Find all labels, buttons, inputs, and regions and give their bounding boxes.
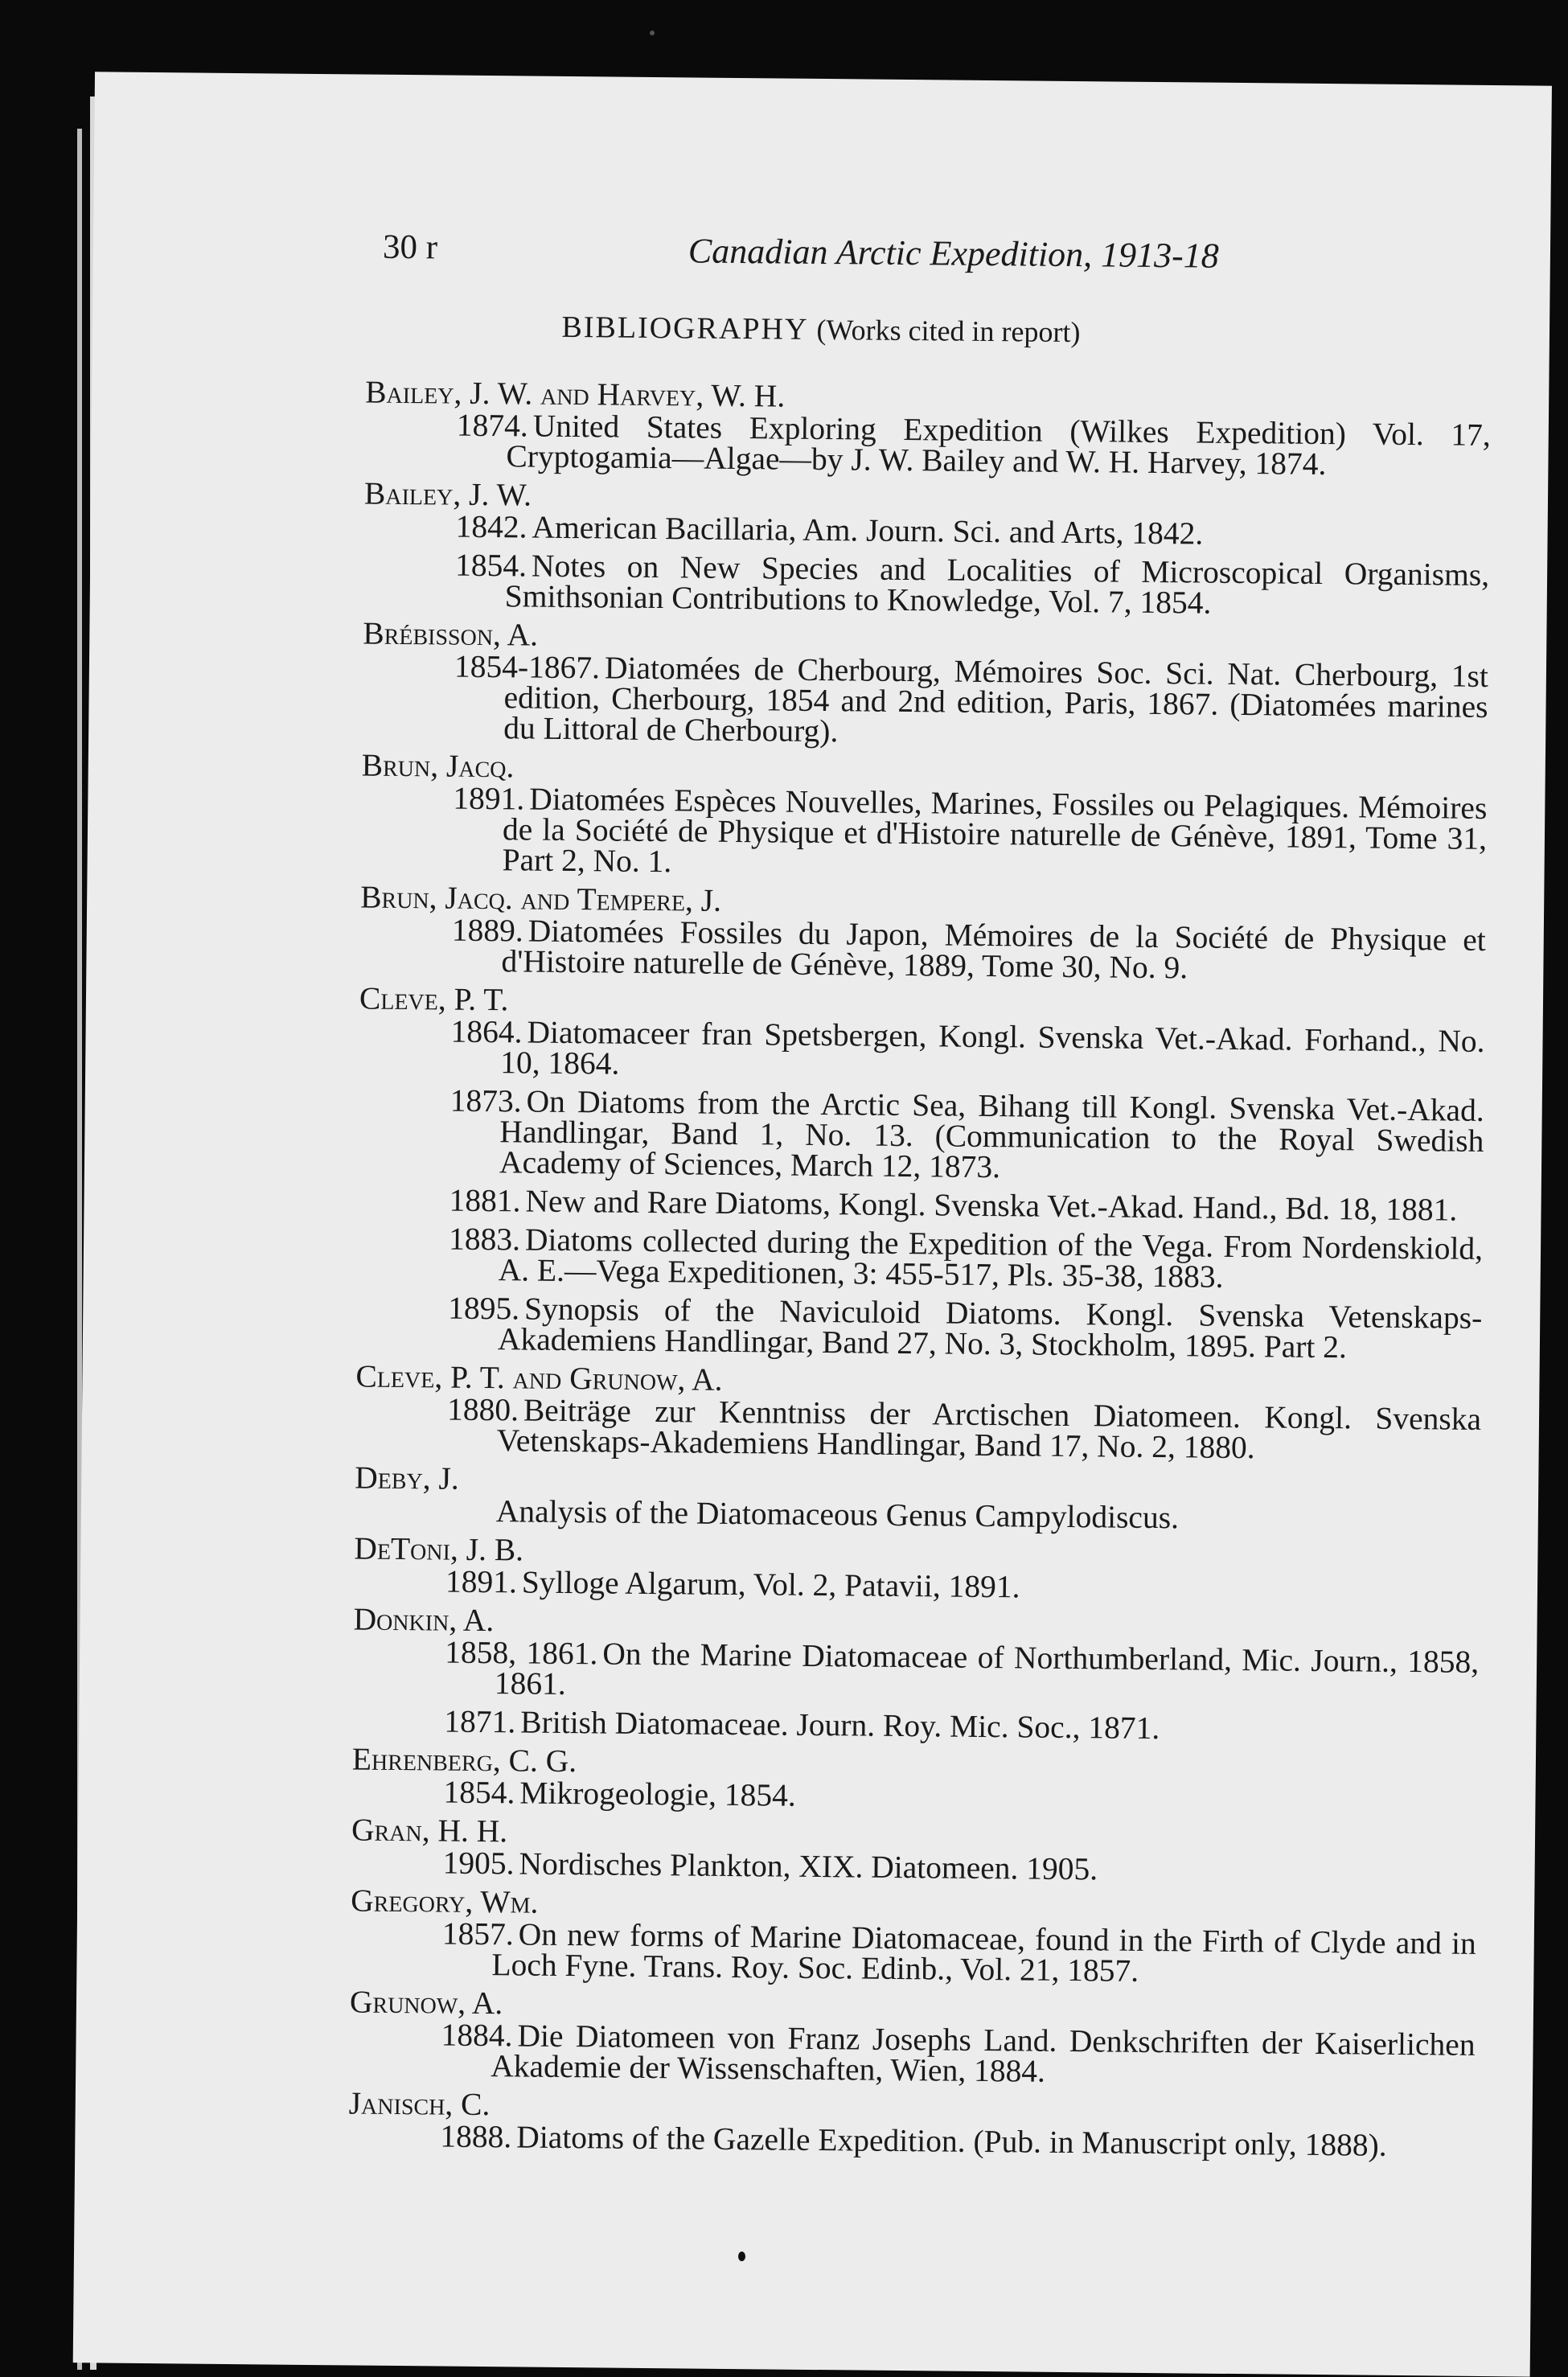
bib-entry-text: Nordisches Plankton, XIX. Diatomeen. 1905. xyxy=(519,1845,1098,1887)
bib-entry xyxy=(352,1705,1478,1746)
bib-entry xyxy=(359,914,1486,986)
bib-author: Brun, Jacq. and Tempere, J. xyxy=(359,879,722,918)
bib-entry xyxy=(358,1082,1484,1187)
page-header xyxy=(383,228,1406,285)
bib-entry-text: American Bacillaria, Am. Journ. Sci. and Arts, 1842. xyxy=(532,509,1204,552)
bib-entry xyxy=(349,2018,1476,2090)
bib-entry-text: Diatoms collected during the Expedition of the Vega. From Nordenskiold, A. E.—Vega Expeditionen, 3: 455-517, Pls. 35-38, 1883. xyxy=(498,1221,1484,1295)
bib-author: Grunow, A. xyxy=(349,1984,503,2022)
bib-entry-year: 1905. xyxy=(442,1845,515,1882)
bib-entry-year: 1858, 1861. xyxy=(444,1634,598,1672)
section-subtitle: (Works cited in report) xyxy=(816,313,1081,349)
bib-entry-text: Die Diatomeen von Franz Josephs Land. Denkschriften der Kaiserlichen Akademie der Wissenschaften, Wien, 1884. xyxy=(491,2018,1476,2089)
section-heading xyxy=(92,305,1550,354)
bib-entry-year: 1883. xyxy=(448,1221,521,1258)
bib-author: Janisch, C. xyxy=(348,2085,491,2123)
bib-entry-text: British Diatomaceae. Journ. Roy. Mic. Soc., 1871. xyxy=(520,1704,1160,1747)
bib-entry-text: Beiträge zur Kenntniss der Arctischen Diatomeen. Kongl. Svenska Vetenskaps-Akademiens Handlingar, Band 17, No. 2, 1880. xyxy=(496,1392,1482,1466)
bib-entry xyxy=(355,1393,1482,1464)
bib-entry-text: Diatomaceer fran Spetsbergen, Kongl. Svenska Vet.-Akad. Forhand., No. 10, 1864. xyxy=(500,1014,1485,1082)
bib-entry-year: 1871. xyxy=(444,1703,516,1740)
bib-entry-year: 1854. xyxy=(454,547,527,584)
bib-entry-year: 1888. xyxy=(440,2118,512,2155)
bib-author: Gregory, Wm. xyxy=(351,1882,539,1920)
bib-entry xyxy=(360,782,1487,885)
bib-entry-text: United States Exploring Expedition (Wilkes Expedition) Vol. 17, Cryptogamia—Algae—by J. W. Bailey and W. H. Harvey, 1874. xyxy=(506,408,1491,482)
bib-entry-text: New and Rare Diatoms, Kongl. Svenska Vet.-Akad. Hand., Bd. 18, 1881. xyxy=(525,1183,1458,1228)
scan-speck xyxy=(738,2252,745,2261)
bib-entry-text: On the Marine Diatomaceae of Northumberland, Mic. Journ., 1858, 1861. xyxy=(494,1636,1480,1702)
bibliography-list xyxy=(348,369,1491,2170)
bib-author: Ehrenberg, C. G. xyxy=(351,1741,577,1780)
bib-entry-text: Synopsis of the Naviculoid Diatoms. Kongl. Svenska Vetenskaps-Akademiens Handlingar, Band 27, No. 3, Stockholm, 1895. Part 2. xyxy=(497,1291,1483,1365)
bib-entry-year: 1881. xyxy=(449,1182,521,1219)
bib-entry xyxy=(357,1223,1484,1295)
document-page xyxy=(73,72,1552,2376)
bib-author: Donkin, A. xyxy=(353,1601,495,1639)
bib-entry-text: Notes on New Species and Localities of Microscopical Organisms, Smithsonian Contributions to Knowledge, Vol. 7, 1854. xyxy=(504,548,1490,621)
bib-entry-text: Analysis of the Diatomaceous Genus Campylodiscus. xyxy=(495,1493,1180,1536)
bib-entry-year: 1857. xyxy=(441,1915,514,1952)
scan-speck xyxy=(650,31,655,35)
bib-entry-year: 1880. xyxy=(446,1391,519,1428)
running-title: Canadian Arctic Expedition, 1913-18 xyxy=(688,231,1220,276)
bib-entry xyxy=(353,1636,1480,1707)
bib-entry xyxy=(363,549,1490,621)
bib-author: Cleve, P. T. and Grunow, A. xyxy=(355,1358,723,1398)
bib-entry-year: 1842. xyxy=(455,508,527,545)
bib-entry-year: 1854-1867. xyxy=(454,648,601,686)
bib-entry-text: Sylloge Algarum, Vol. 2, Patavii, 1891. xyxy=(521,1564,1020,1605)
bib-entry xyxy=(350,1917,1476,1989)
bib-entry-year: 1864. xyxy=(450,1013,523,1050)
bib-author: Brébisson, A. xyxy=(363,615,539,653)
bib-entry-year: 1895. xyxy=(448,1290,520,1327)
bib-entry-year: 1874. xyxy=(456,407,528,444)
bib-entry-year: 1884. xyxy=(441,2017,513,2054)
bib-author: Deby, J. xyxy=(355,1459,460,1496)
bib-entry-text: Diatomées Fossiles du Japon, Mémoires de la Société de Physique et d'Histoire naturelle de Génève, 1889, Tome 30, No. 9. xyxy=(501,913,1486,986)
bib-entry-text: Mikrogeologie, 1854. xyxy=(519,1775,796,1813)
bib-author: Bailey, J. W. and Harvey, W. H. xyxy=(365,374,786,414)
bib-author: Cleve, P. T. xyxy=(359,980,509,1018)
bib-entry-text: Diatoms of the Gazelle Expedition. (Pub. in Manuscript only, 1888). xyxy=(516,2119,1387,2163)
bib-author: DeToni, J. B. xyxy=(354,1530,524,1568)
bib-entry-year: 1891. xyxy=(453,780,525,817)
bib-entry-text: On new forms of Marine Diatomaceae, found in the Firth of Clyde and in Loch Fyne. Trans. Roy. Soc. Edinb., Vol. 21, 1857. xyxy=(491,1916,1476,1989)
bib-entry xyxy=(362,648,1489,753)
section-title: BIBLIOGRAPHY xyxy=(561,310,808,347)
bib-author: Brun, Jacq. xyxy=(361,747,515,785)
bib-entry-year: 1891. xyxy=(445,1563,518,1600)
bib-author: Gran, H. H. xyxy=(351,1812,508,1849)
bib-entry xyxy=(348,2120,1474,2161)
bib-entry-text: Diatomées Espèces Nouvelles, Marines, Fossiles ou Pelagiques. Mémoires de la Société de Physique et d'Histoire naturelle de Génève, 1891, Tome 31, Part 2, No. 1. xyxy=(502,781,1488,880)
bib-author: Bailey, J. W. xyxy=(363,475,532,513)
bib-entry xyxy=(357,1182,1483,1228)
bib-entry-text: Diatomées de Cherbourg, Mémoires Soc. Sci. Nat. Cherbourg, 1st edition, Cherbourg, 1854 and 2nd edition, Paris, 1867. (Diatomées marines du Littoral de Cherbourg). xyxy=(503,650,1489,749)
page-number: 30 r xyxy=(382,228,438,267)
bib-entry xyxy=(359,1013,1485,1087)
bib-entry-year: 1889. xyxy=(451,912,523,949)
bib-entry xyxy=(364,409,1491,481)
bib-entry-text: On Diatoms from the Arctic Sea, Bihang till Kongl. Svenska Vet.-Akad. Handlingar, Band 1, No. 13. (Communication to the Royal Swedish Academy of Sciences, March 12, 1873. xyxy=(499,1083,1484,1185)
bib-entry-year: 1854. xyxy=(443,1774,515,1811)
bib-entry-year: 1873. xyxy=(449,1082,522,1119)
bib-entry xyxy=(356,1291,1483,1363)
